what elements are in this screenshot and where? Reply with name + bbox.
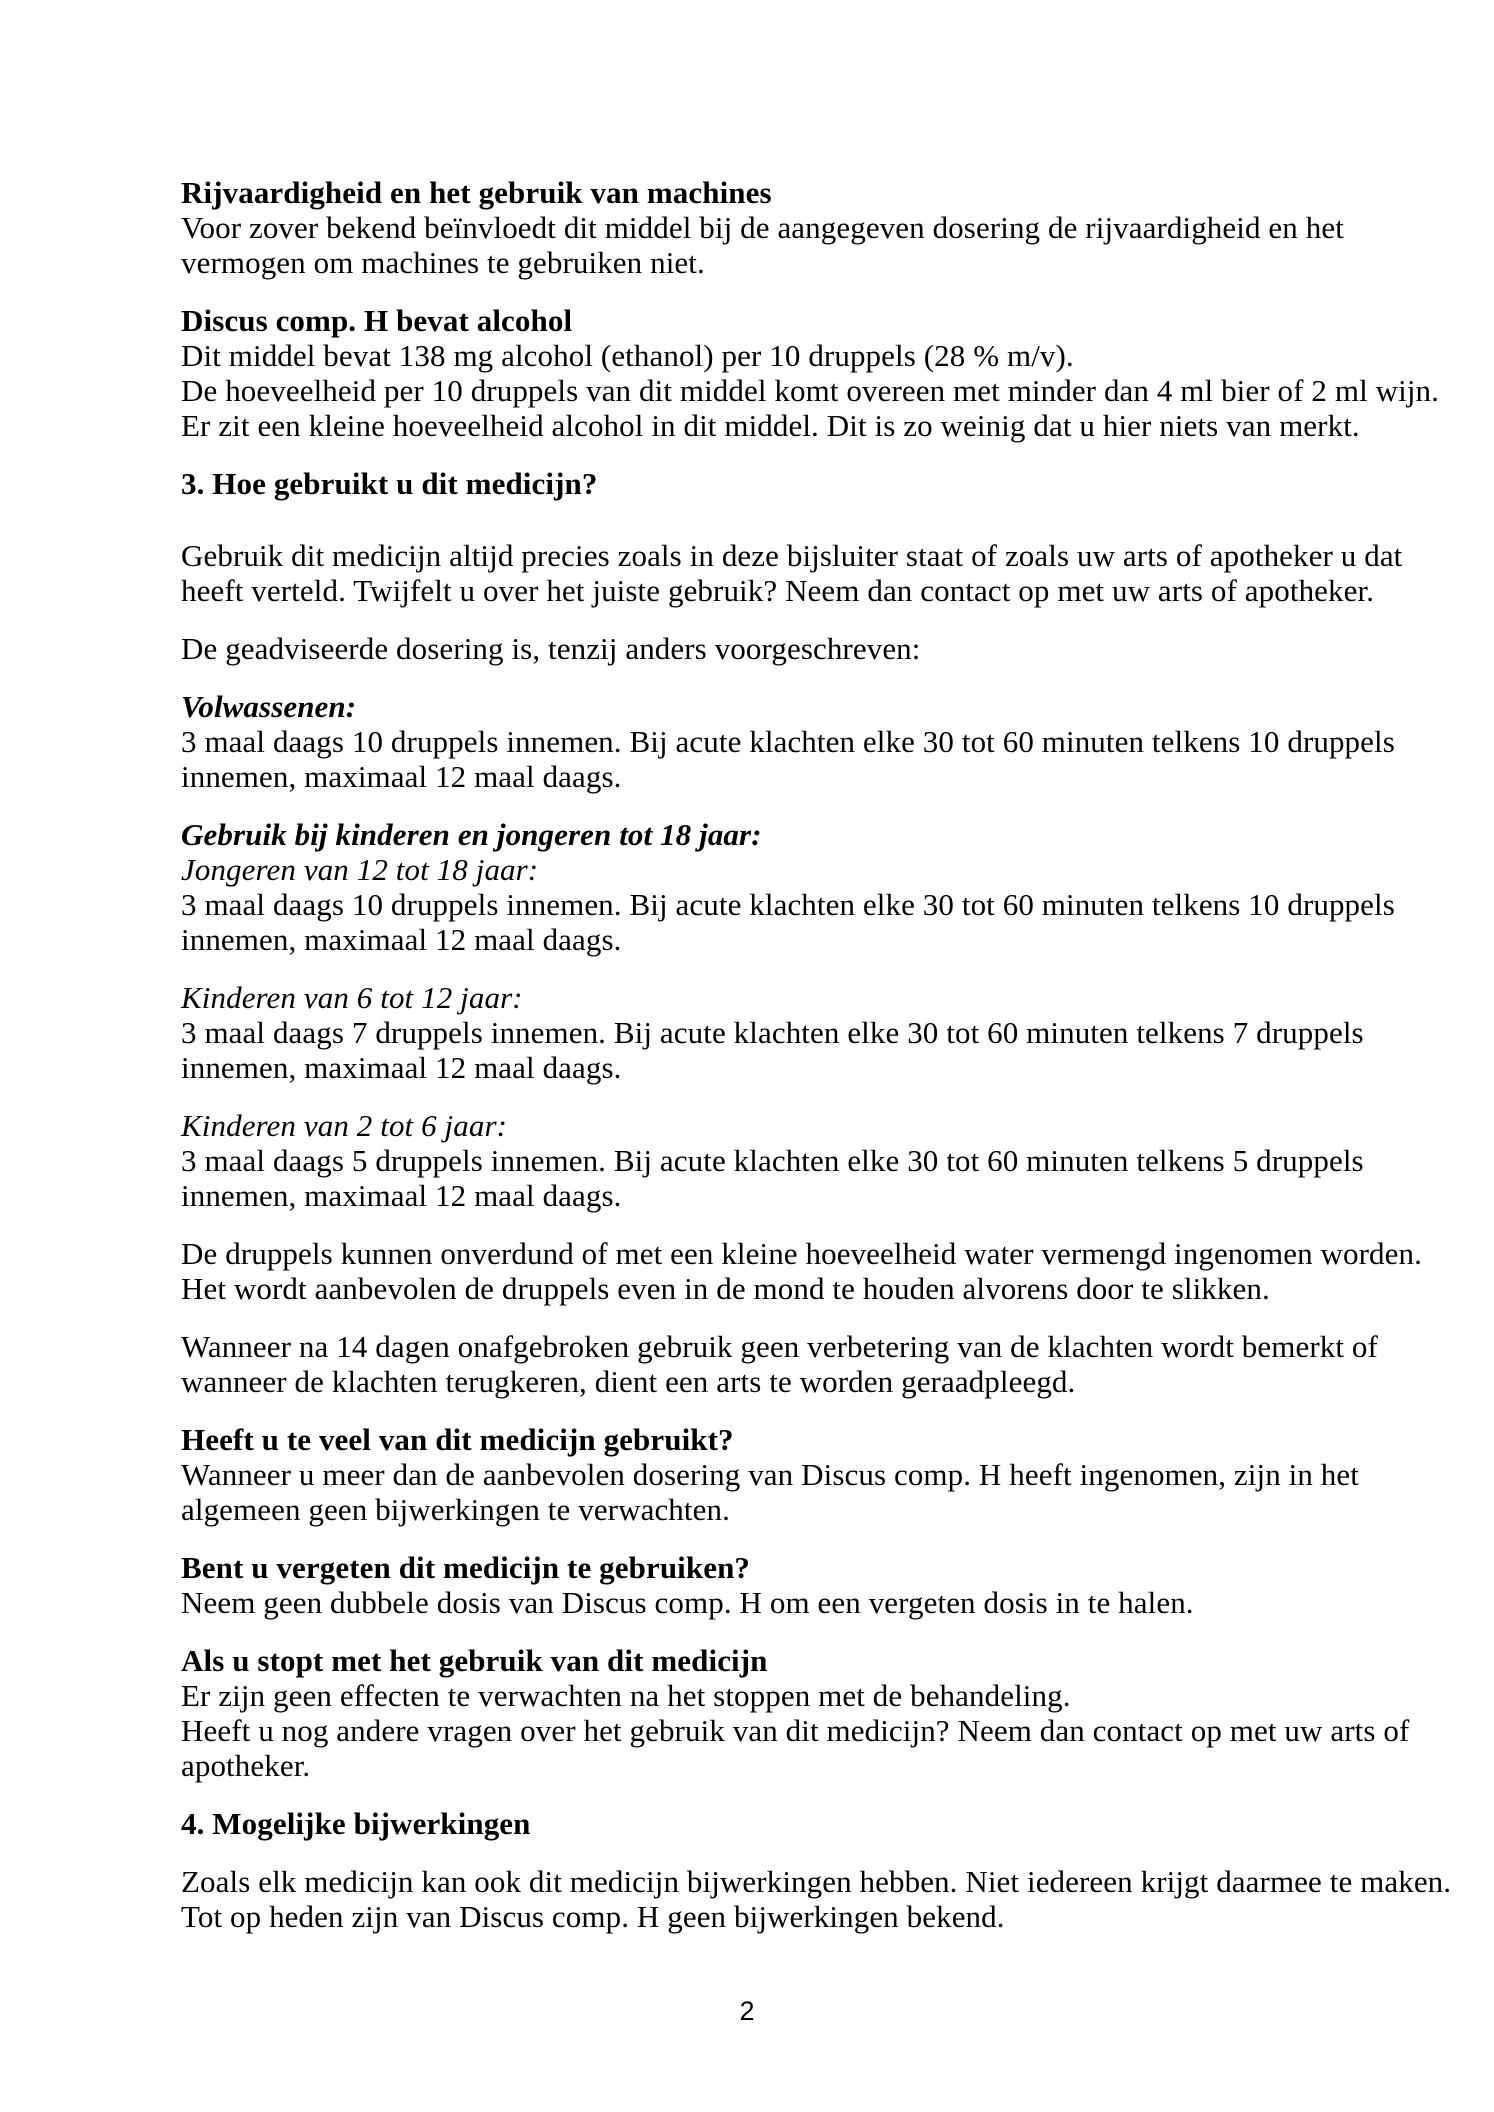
text-line: Er zit een kleine hoeveelheid alcohol in dit middel. Dit is zo weinig dat u hier niets van merkt.	[181, 408, 1360, 443]
para-vergeten	[181, 1585, 1371, 1620]
text-line: 3 maal daags 10 druppels innemen. Bij acute klachten elke 30 tot 60 minuten telkens 10 druppels	[181, 724, 1395, 759]
text-line: Rijvaardigheid en het gebruik van machines	[181, 175, 772, 210]
text-line: innemen, maximaal 12 maal daags.	[181, 922, 622, 957]
para-stopt	[181, 1678, 1410, 1783]
text-line: Heeft u nog andere vragen over het gebruik van dit medicijn? Neem dan contact op met uw arts of	[181, 1713, 1410, 1748]
para-14-dagen	[181, 1329, 1378, 1399]
text-line: Dit middel bevat 138 mg alcohol (ethanol) per 10 druppels (28 % m/v).	[181, 338, 1074, 373]
para-rijvaardigheid	[181, 210, 1371, 280]
text-line: wanneer de klachten terugkeren, dient een arts te worden geraadpleegd.	[181, 1364, 1076, 1399]
heading-te-veel-gebruikt	[181, 1422, 1371, 1457]
para-kinderen-6-12-dosering	[181, 1015, 1371, 1085]
text-line: Discus comp. H bevat alcohol	[181, 303, 573, 338]
text-line: Bent u vergeten dit medicijn te gebruiken?	[181, 1550, 751, 1585]
para-kinderen-2-6-dosering	[181, 1143, 1371, 1213]
subheading-kinderen-6-12	[181, 980, 1371, 1015]
para-inname-advies	[181, 1236, 1422, 1306]
text-line: 3 maal daags 5 druppels innemen. Bij acute klachten elke 30 tot 60 minuten telkens 5 druppels	[181, 1143, 1364, 1178]
text-line: 3. Hoe gebruikt u dit medicijn?	[181, 466, 598, 501]
page-number: 2	[739, 1996, 755, 2026]
para-jongeren-dosering	[181, 887, 1395, 957]
para-volwassenen-dosering	[181, 724, 1395, 794]
para-bevat-alcohol	[181, 338, 1439, 443]
text-line: Kinderen van 6 tot 12 jaar:	[181, 980, 523, 1015]
text-line: De geadviseerde dosering is, tenzij anders voorgeschreven:	[181, 631, 921, 666]
text-line: Jongeren van 12 tot 18 jaar:	[181, 852, 539, 887]
text-line: Wanneer u meer dan de aanbevolen dosering van Discus comp. H heeft ingenomen, zijn in het	[181, 1457, 1359, 1492]
text-line: Neem geen dubbele dosis van Discus comp. H om een vergeten dosis in te halen.	[181, 1585, 1194, 1620]
para-gebruik-algemeen	[181, 538, 1403, 608]
text-line: vermogen om machines te gebruiken niet.	[181, 245, 705, 280]
text-line: Er zijn geen effecten te verwachten na het stoppen met de behandeling.	[181, 1678, 1071, 1713]
text-line: apotheker.	[181, 1748, 311, 1783]
text-line: innemen, maximaal 12 maal daags.	[181, 1178, 622, 1213]
section-4-heading	[181, 1806, 1371, 1841]
section-3-heading	[181, 466, 1371, 515]
text-line: De hoeveelheid per 10 druppels van dit middel komt overeen met minder dan 4 ml bier of 2 ml wijn.	[181, 373, 1439, 408]
heading-vergeten	[181, 1550, 1371, 1585]
text-line: Tot op heden zijn van Discus comp. H geen bijwerkingen bekend.	[181, 1899, 1005, 1934]
para-geadviseerde-dosering	[181, 631, 1371, 666]
text-line: Gebruik dit medicijn altijd precies zoals in deze bijsluiter staat of zoals uw arts of apotheker u dat	[181, 538, 1403, 573]
text-line: algemeen geen bijwerkingen te verwachten.	[181, 1492, 730, 1527]
text-line: innemen, maximaal 12 maal daags.	[181, 1050, 622, 1085]
text-line: Het wordt aanbevolen de druppels even in de mond te houden alvorens door te slikken.	[181, 1271, 1270, 1306]
heading-bevat-alcohol	[181, 303, 1371, 338]
heading-volwassenen	[181, 689, 1371, 724]
text-line: Heeft u te veel van dit medicijn gebruikt?	[181, 1422, 734, 1457]
text-line: Als u stopt met het gebruik van dit medicijn	[181, 1643, 768, 1678]
para-bijwerkingen	[181, 1864, 1452, 1934]
text-line: Wanneer na 14 dagen onafgebroken gebruik geen verbetering van de klachten wordt bemerkt of	[181, 1329, 1378, 1364]
text-line: Volwassenen:	[181, 689, 357, 724]
heading-stopt	[181, 1643, 1371, 1678]
heading-rijvaardigheid	[181, 175, 1371, 210]
subheading-jongeren-12-18	[181, 852, 1371, 887]
text-line: Gebruik bij kinderen en jongeren tot 18 jaar:	[181, 817, 762, 852]
text-line: heeft verteld. Twijfelt u over het juiste gebruik? Neem dan contact op met uw arts of apotheker.	[181, 573, 1375, 608]
text-line: Zoals elk medicijn kan ook dit medicijn bijwerkingen hebben. Niet iedereen krijgt daarmee te maken.	[181, 1864, 1452, 1899]
text-line: 4. Mogelijke bijwerkingen	[181, 1806, 531, 1841]
text-line: innemen, maximaal 12 maal daags.	[181, 759, 622, 794]
text-line: 3 maal daags 10 druppels innemen. Bij acute klachten elke 30 tot 60 minuten telkens 10 druppels	[181, 887, 1395, 922]
text-line: De druppels kunnen onverdund of met een kleine hoeveelheid water vermengd ingenomen worden.	[181, 1236, 1422, 1271]
document-content	[181, 175, 1452, 1934]
para-te-veel-gebruikt	[181, 1457, 1371, 1527]
text-line: Voor zover bekend beïnvloedt dit middel bij de aangegeven dosering de rijvaardigheid en het	[181, 210, 1344, 245]
text-line: Kinderen van 2 tot 6 jaar:	[181, 1108, 508, 1143]
heading-kinderen-jongeren	[181, 817, 1371, 852]
text-line: 3 maal daags 7 druppels innemen. Bij acute klachten elke 30 tot 60 minuten telkens 7 druppels	[181, 1015, 1364, 1050]
subheading-kinderen-2-6	[181, 1108, 1371, 1143]
